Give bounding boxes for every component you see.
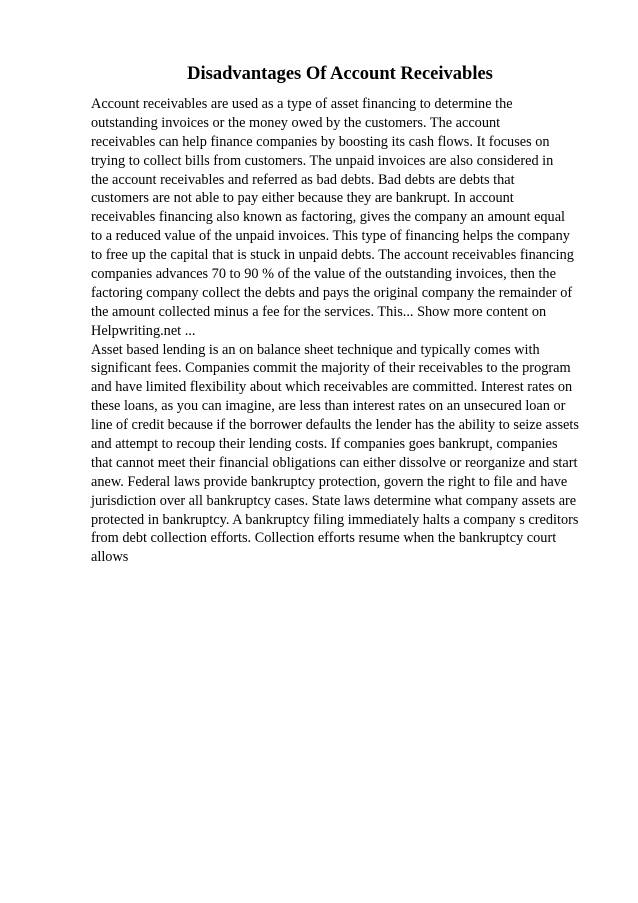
text-line: and attempt to recoup their lending costs. If companies goes bankrupt, companies (91, 436, 558, 453)
text-line: receivables financing also known as factoring, gives the company an amount equal (91, 209, 566, 226)
text-line: Asset based lending is an on balance sheet technique and typically comes with (91, 341, 540, 358)
text-line: line of credit because if the borrower defaults the lender has the ability to seize assets (91, 417, 579, 434)
text-line: jurisdiction over all bankruptcy cases. State laws determine what company assets are (91, 492, 577, 509)
text-line: receivables can help finance companies by boosting its cash flows. It focuses on (91, 133, 550, 150)
text-line: and have limited flexibility about which receivables are committed. Interest rates on (91, 379, 573, 396)
text-line: trying to collect bills from customers. The unpaid invoices are also considered in (91, 152, 554, 169)
text-line: from debt collection efforts. Collection efforts resume when the bankruptcy court (91, 530, 557, 547)
text-line: companies advances 70 to 90 % of the value of the outstanding invoices, then the (91, 266, 556, 283)
document-title: Disadvantages Of Account Receivables (187, 64, 493, 84)
text-line: that cannot meet their financial obligations can either dissolve or reorganize and start (91, 454, 578, 471)
document-body (91, 95, 591, 567)
text-line: Account receivables are used as a type of asset financing to determine the (91, 96, 513, 112)
text-line: outstanding invoices or the money owed by the customers. The account (91, 114, 501, 131)
text-line: these loans, as you can imagine, are less than interest rates on an unsecured loan or (91, 398, 566, 415)
text-line: the account receivables and referred as bad debts. Bad debts are debts that (91, 171, 515, 188)
text-line: significant fees. Companies commit the majority of their receivables to the program (91, 360, 571, 377)
text-line: Helpwriting.net ... (91, 322, 196, 339)
text-line: customers are not able to pay either because they are bankrupt. In account (91, 190, 514, 207)
text-line: allows (91, 549, 129, 566)
text-line: the amount collected minus a fee for the services. This... Show more content on (91, 303, 547, 320)
text-line: factoring company collect the debts and pays the original company the remainder of (91, 284, 573, 301)
text-line: to a reduced value of the unpaid invoices. This type of financing helps the company (91, 228, 570, 245)
text-line: to free up the capital that is stuck in unpaid debts. The account receivables financing (91, 247, 574, 264)
text-line: protected in bankruptcy. A bankruptcy filing immediately halts a company s creditors (91, 511, 579, 528)
text-line: anew. Federal laws provide bankruptcy protection, govern the right to file and have (91, 473, 568, 490)
